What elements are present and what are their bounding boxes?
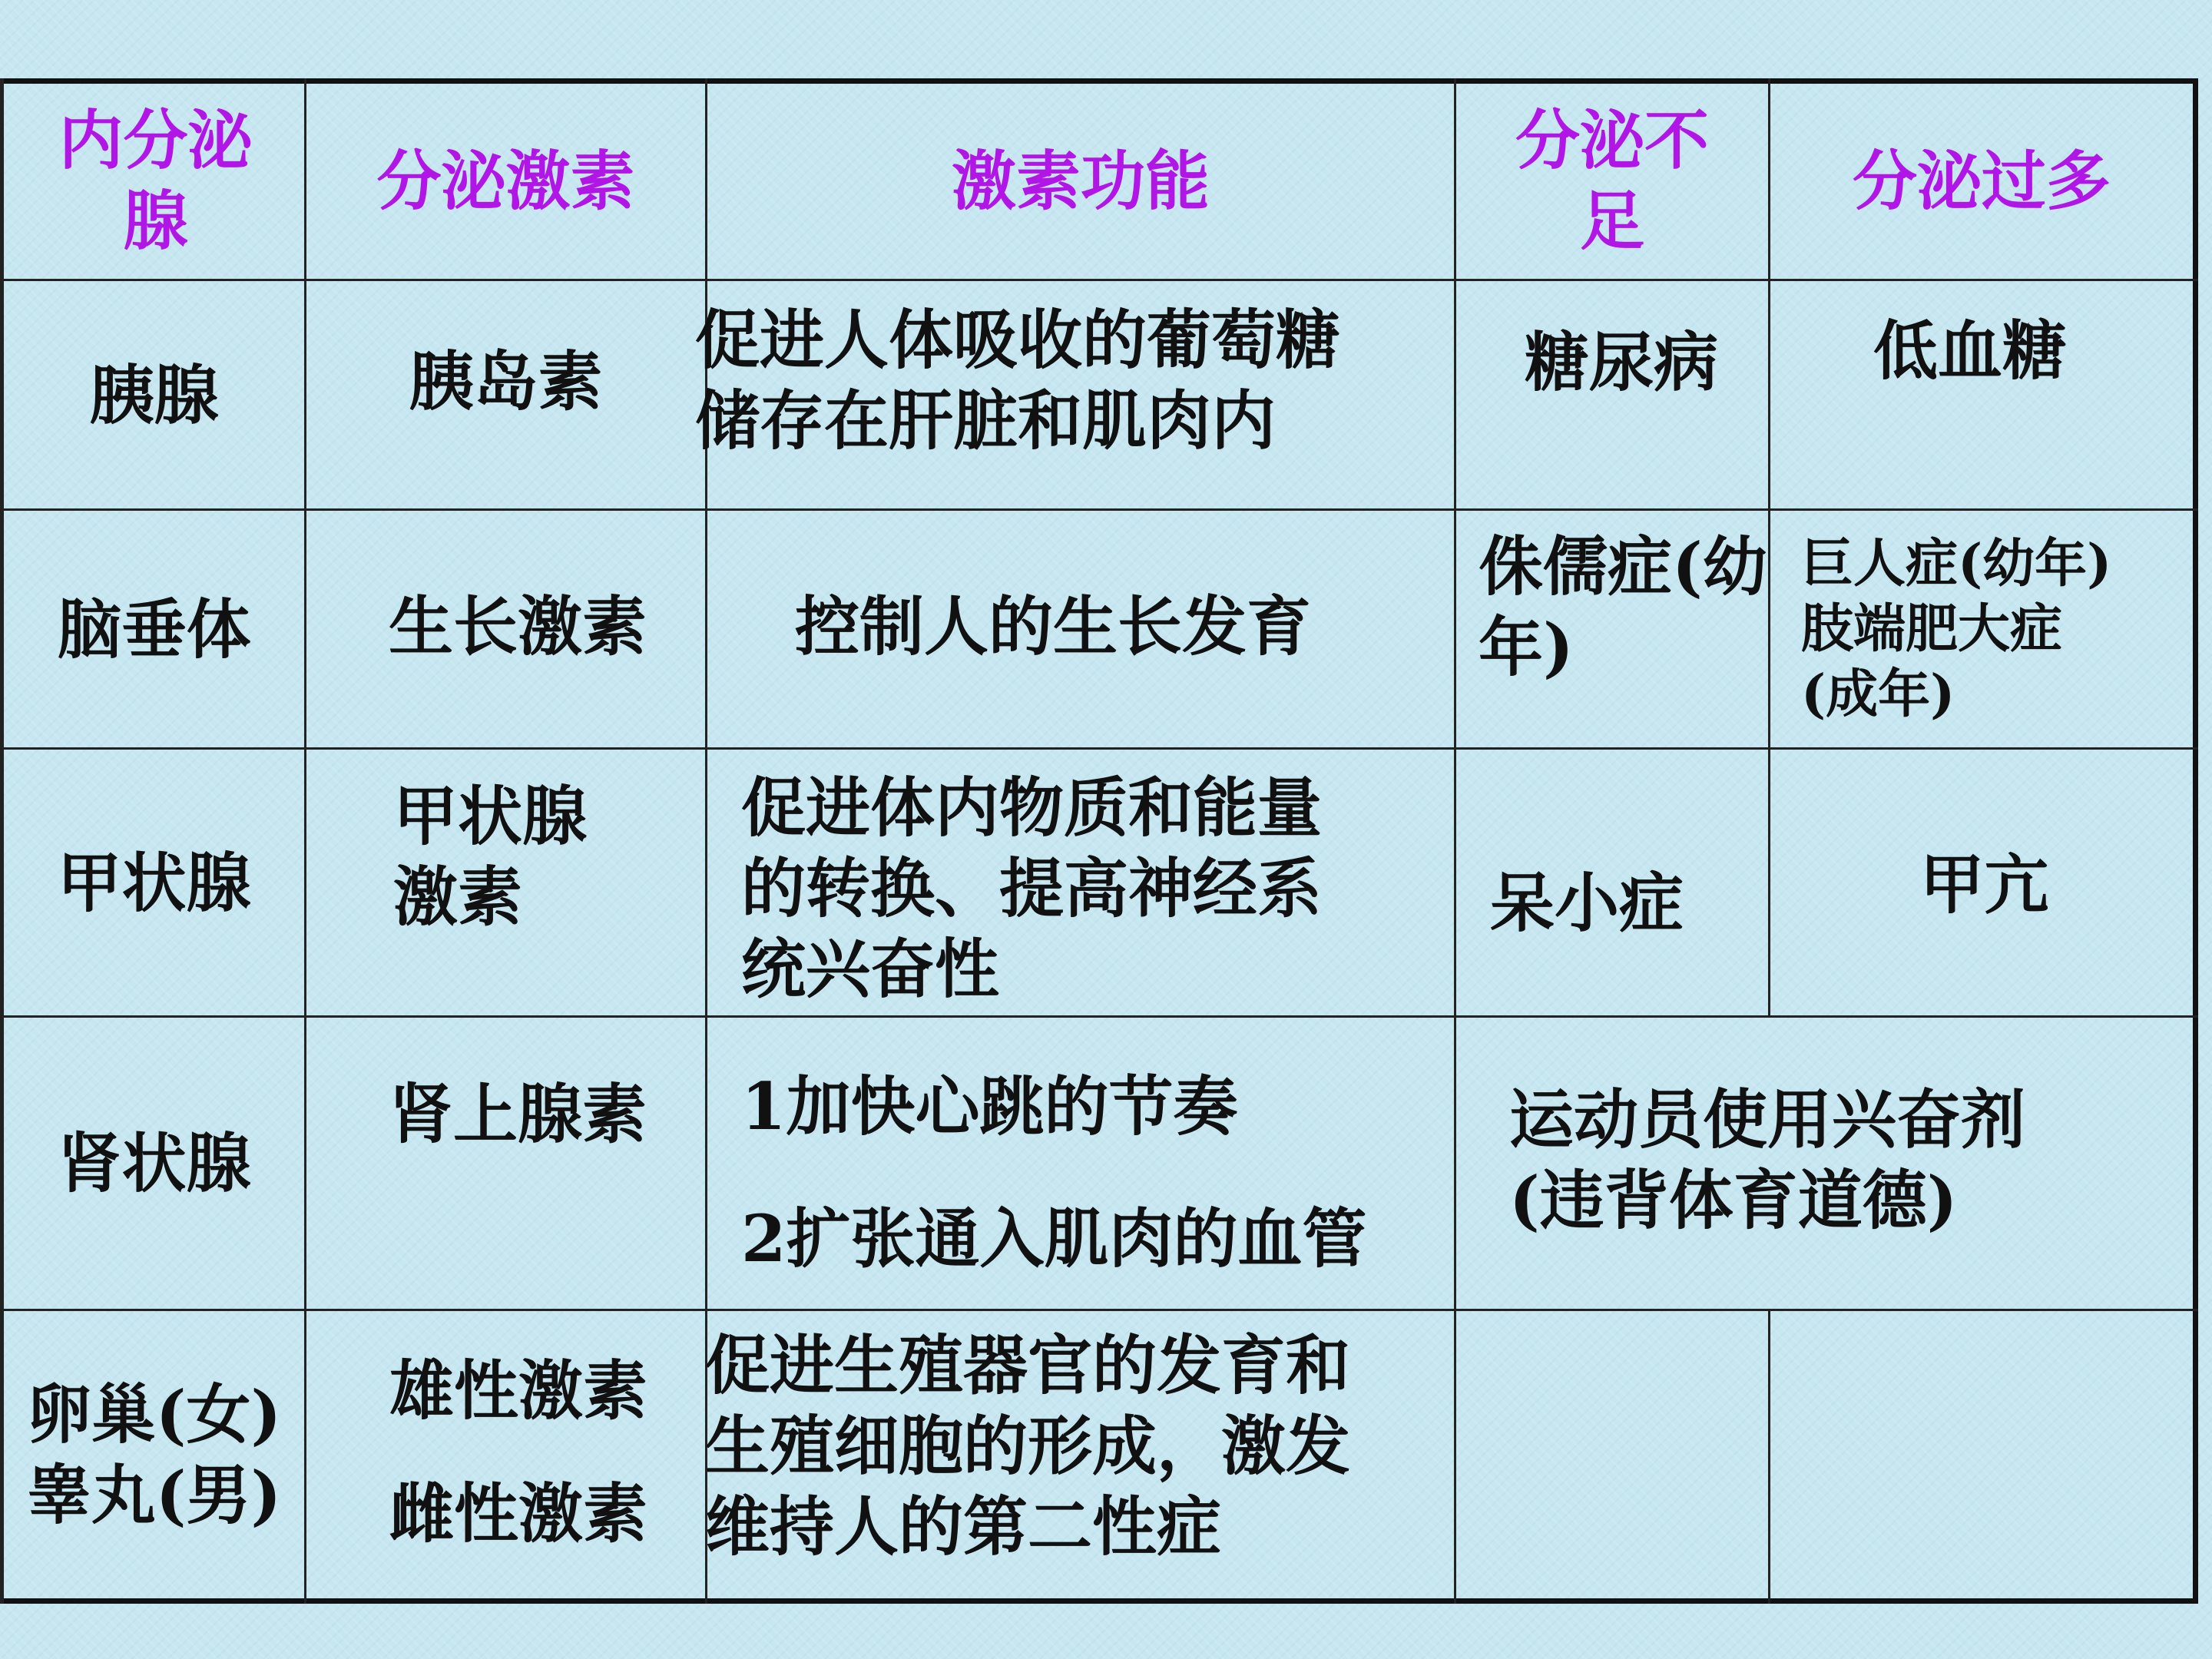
row1-deficiency: 糖尿病: [1524, 323, 1718, 400]
row1-gland: 胰腺: [89, 356, 219, 433]
row4-gland: 肾状腺: [57, 1125, 251, 1201]
row5-function: 促进生殖器官的发育和 生殖细胞的形成，激发 维持人的第二性症: [705, 1326, 1351, 1565]
header-excess: 分泌过多: [1852, 142, 2111, 219]
header-function: 激素功能: [951, 142, 1210, 219]
row2-deficiency: 侏儒症(幼 年): [1479, 528, 1767, 685]
row5-gland: 卵巢(女) 睾丸(男): [26, 1376, 282, 1533]
row4-function-item: 2扩张通入肌肉的血管: [741, 1200, 1367, 1277]
row3-hormone: 甲状腺 激素: [393, 778, 588, 935]
row1-excess: 低血糖: [1873, 312, 2067, 389]
row2-excess: 巨人症(幼年) 肢端肥大症 (成年): [1801, 532, 2112, 725]
row3-function: 促进体内物质和能量 的转换、提高神经系 统兴奋性: [741, 769, 1323, 1007]
header-deficiency: 分泌不 足: [1515, 102, 1709, 259]
row2-function: 控制人的生长发育: [794, 588, 1311, 664]
row1-function: 促进人体吸收的葡萄糖 储存在肝脏和肌肉内: [695, 302, 1341, 459]
row5-hormone-item: 雌性激素: [389, 1475, 647, 1551]
header-gland: 内分泌 腺: [58, 102, 253, 259]
row2-hormone: 生长激素: [388, 588, 647, 664]
row3-deficiency: 呆小症: [1489, 864, 1684, 941]
column-divider: [1768, 1310, 1770, 1604]
row4-function-item: 1加快心跳的节奏: [741, 1068, 1238, 1144]
row3-gland: 甲状腺: [57, 844, 251, 921]
row3-excess: 甲亢: [1919, 846, 2049, 922]
row2-gland: 脑垂体: [57, 591, 251, 667]
row5-hormone-item: 雄性激素: [389, 1352, 647, 1429]
row4-note: 运动员使用兴奋剂 (违背体育道德): [1509, 1081, 2026, 1238]
header-hormone: 分泌激素: [376, 142, 635, 219]
row4-hormone: 肾上腺素: [388, 1075, 647, 1152]
row1-hormone: 胰岛素: [409, 343, 603, 419]
